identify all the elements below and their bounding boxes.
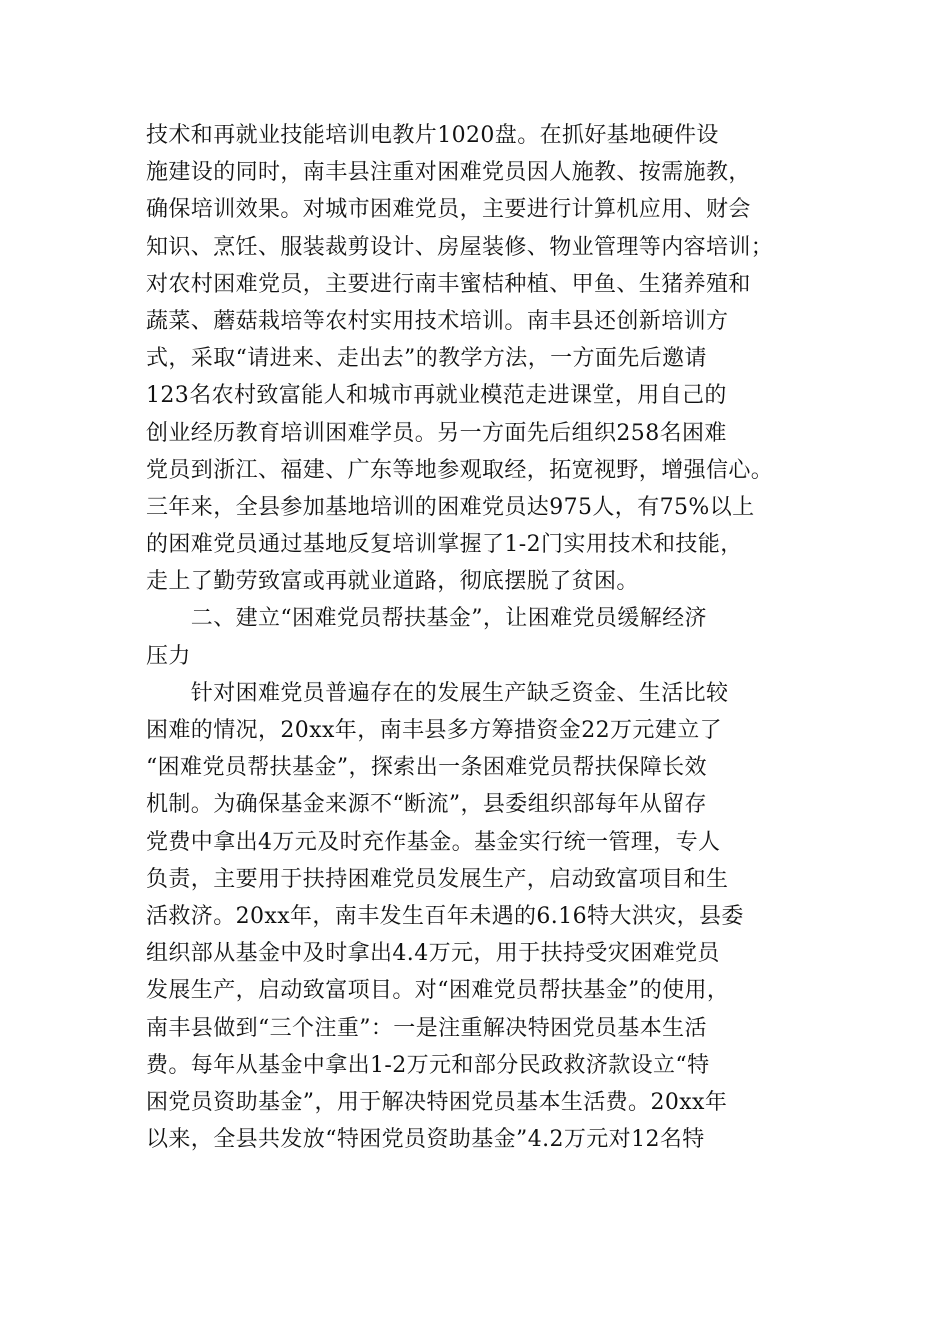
- section-heading-line: 压力: [146, 643, 191, 669]
- text-line: 知识、烹饪、服装裁剪设计、房屋装修、物业管理等内容培训；: [146, 234, 774, 260]
- text-line: 式，采取“请进来、走出去”的教学方法，一方面先后邀请: [146, 346, 707, 372]
- text-line: 组织部从基金中及时拿出4.4万元，用于扶持受灾困难党员: [146, 941, 720, 967]
- text-line: 技术和再就业技能培训电教片1020盘。在抓好基地硬件设: [146, 123, 719, 148]
- body-text: [146, 117, 808, 1158]
- text-line: 确保培训效果。对城市困难党员，主要进行计算机应用、财会: [146, 197, 751, 223]
- text-line: 困难的情况，20xx年，南丰县多方筹措资金22万元建立了: [146, 718, 723, 743]
- text-line: 费。每年从基金中拿出1-2万元和部分民政救济款设立“特: [146, 1052, 710, 1078]
- text-line: 负责，主要用于扶持困难党员发展生产，启动致富项目和生: [146, 866, 729, 892]
- text-line: 123名农村致富能人和城市再就业模范走进课堂，用自己的: [146, 383, 727, 409]
- text-line: “困难党员帮扶基金”，探索出一条困难党员帮扶保障长效: [146, 755, 707, 781]
- text-line: 三年来，全县参加基地培训的困难党员达975人，有75%以上: [146, 494, 755, 520]
- text-line: 的困难党员通过基地反复培训掌握了1-2门实用技术和技能，: [146, 532, 743, 558]
- text-line: 施建设的同时，南丰县注重对困难党员因人施教、按需施教，: [146, 160, 751, 186]
- text-line: 机制。为确保基金来源不“断流”，县委组织部每年从留存: [146, 792, 707, 818]
- text-line: 以来，全县共发放“特困党员资助基金”4.2万元对12名特: [146, 1127, 705, 1153]
- text-line: 党员到浙江、福建、广东等地参观取经，拓宽视野，增强信心。: [146, 457, 774, 483]
- text-line: 针对困难党员普遍存在的发展生产缺乏资金、生活比较: [146, 680, 729, 706]
- text-line: 活救济。20xx年，南丰发生百年未遇的6.16特大洪灾，县委: [146, 903, 744, 929]
- text-line: 南丰县做到“三个注重”：一是注重解决特困党员基本生活: [146, 1015, 707, 1041]
- text-line: 走上了勤劳致富或再就业道路，彻底摆脱了贫困。: [146, 569, 639, 595]
- text-line: 发展生产，启动致富项目。对“困难党员帮扶基金”的使用，: [146, 978, 730, 1004]
- text-line: 党费中拿出4万元及时充作基金。基金实行统一管理，专人: [146, 829, 721, 855]
- text-line: 蔬菜、蘑菇栽培等农村实用技术培训。南丰县还创新培训方: [146, 308, 729, 334]
- text-line: 创业经历教育培训困难学员。另一方面先后组织258名困难: [146, 420, 727, 446]
- section-heading-line: 二、建立“困难党员帮扶基金”，让困难党员缓解经济: [146, 606, 707, 632]
- text-line: 对农村困难党员，主要进行南丰蜜桔种植、甲鱼、生猪养殖和: [146, 271, 751, 297]
- text-line: 困党员资助基金”，用于解决特困党员基本生活费。20xx年: [146, 1089, 728, 1115]
